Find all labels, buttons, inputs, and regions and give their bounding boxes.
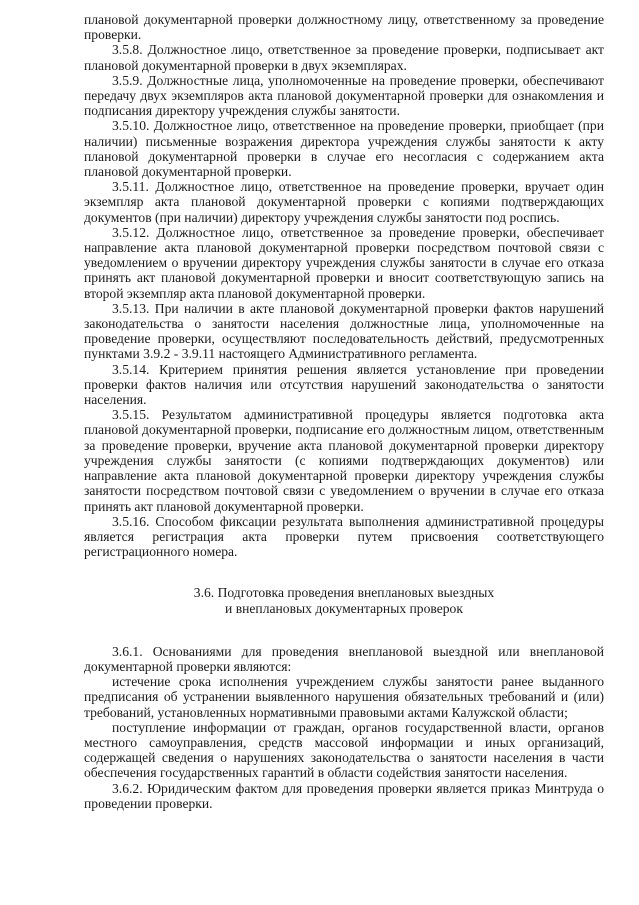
list-item-deadline: истечение срока исполнения учреждением службы занятости ранее выданного предписания об устранении выявленного нарушения обязательных требований и (или) требований, установленных нормативными правовыми актами Калужской области; bbox=[84, 674, 604, 720]
paragraph-3-5-9: 3.5.9. Должностные лица, уполномоченные на проведение проверки, обеспечивают передачу двух экземпляров акта плановой документарной проверки для ознакомления и подписания директору учреждения службы занятости. bbox=[84, 72, 604, 119]
paragraph-continuation: плановой документарной проверки должностному лицу, ответственному за проведение проверки. bbox=[84, 12, 604, 43]
paragraph-3-6-2: 3.6.2. Юридическим фактом для проведения проверки является приказ Минтруда о проведении проверки. bbox=[84, 780, 604, 811]
section-heading bbox=[84, 585, 604, 615]
paragraph-3-6-1: 3.6.1. Основаниями для проведения внеплановой выездной или внеплановой документарной проверки являются: bbox=[84, 643, 604, 674]
paragraph-3-5-15: 3.5.15. Результатом административной процедуры является подготовка акта плановой документарной проверки, подписание его должностным лицом, ответственным за проведение проверки, вручение акта плановой документарной проверки директору учреждения службы занятости (с копиями подтверждающих документов) или направление акта плановой документарной проверки директору учреждения службы занятости посредством почтовой связи с уведомлением о вручении в случае его отказа принять акт плановой документарной проверки. bbox=[84, 407, 604, 514]
paragraph-3-5-14: 3.5.14. Критерием принятия решения является установление при проведении проверки фактов наличия или отсутствия нарушений законодательства о занятости населения. bbox=[84, 361, 604, 408]
paragraph-3-5-13: 3.5.13. При наличии в акте плановой документарной проверки фактов нарушений законодательства о занятости населения должностные лица, уполномоченные на проведение проверки, осуществляют последовательность действий, предусмотренных пунктами 3.9.2 - 3.9.11 настоящего Административного регламента. bbox=[84, 300, 604, 362]
document-body bbox=[84, 12, 604, 811]
list-item-information: поступление информации от граждан, органов государственной власти, органов местного самоуправления, средств массовой информации и иных организаций, содержащей сведения о нарушениях законодательства о занятости населения в части обеспечения государственных гарантий в области содействия занятости населения. bbox=[84, 719, 604, 781]
paragraph-3-5-16: 3.5.16. Способом фиксации результата выполнения административной процедуры является регистрация акта проверки путем присвоения соответствующего регистрационного номера. bbox=[84, 513, 604, 560]
paragraph-3-5-11: 3.5.11. Должностное лицо, ответственное на проведение проверки, вручает один экземпляр акта плановой документарной проверки с копиями подтверждающих документов (при наличии) директору учреждения службы занятости под роспись. bbox=[84, 179, 604, 225]
section-heading-line-2: и внеплановых документарных проверок bbox=[225, 600, 463, 616]
paragraph-3-5-12: 3.5.12. Должностное лицо, ответственное за проведение проверки, обеспечивает направление акта плановой документарной проверки посредством почтовой связи с уведомлением о вручении директору учреждения службы занятости в случае его отказа принять акт плановой документарной проверки и вносит соответствующую запись на второй экземпляр акта плановой документарной проверки. bbox=[84, 224, 604, 301]
section-heading-line-1: 3.6. Подготовка проведения внеплановых выездных bbox=[193, 585, 495, 601]
paragraph-3-5-8: 3.5.8. Должностное лицо, ответственное за проведение проверки, подписывает акт плановой документарной проверки в двух экземплярах. bbox=[84, 42, 604, 73]
paragraph-3-5-10: 3.5.10. Должностное лицо, ответственное на проведение проверки, приобщает (при наличии) письменные возражения директора учреждения службы занятости к акту плановой документарной проверки в случае его несогласия с содержанием акта плановой документарной проверки. bbox=[84, 118, 604, 180]
